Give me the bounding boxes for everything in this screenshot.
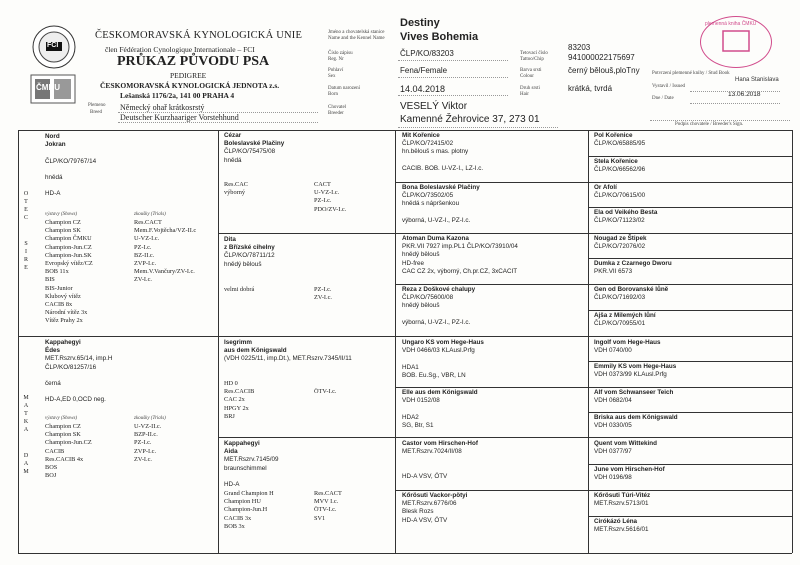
sex-label: Pohlaví Sex — [328, 68, 344, 79]
dog-breeder: VESELÝ Viktor — [400, 101, 468, 112]
sire-name-2: Jokran — [45, 141, 66, 149]
gen4-sire-6: Dumka z Czarnego Dworu PKR.VII 6573 — [594, 260, 672, 276]
dam-reg-1: MET.Rszrv.65/14, imp.H — [45, 355, 113, 363]
tattoo-label: Tetovací číslo Tattoo/Chip — [520, 51, 548, 62]
sire-hd: HD-A — [45, 190, 61, 198]
sire-dam-trials: PZ-I.c. ZV-I.c. — [314, 286, 332, 302]
gen3-sire-4: Reza z Doškové chalupy ČLP/KO/75600/08 hnědý bělouš výborná, U-VZ-I., PZ-I.c. — [402, 286, 476, 326]
breed-de: Deutscher Kurzhaariger Vorstehhund — [120, 113, 239, 122]
dog-name-line1: Destiny — [400, 17, 440, 29]
gen4-sire-2: Stela Kořenice ČLP/KO/66562/96 — [594, 158, 646, 174]
gen3-sire-1: Mit Kořenice ČLP/KO/72415/02 hn.bělouš s mas. plotny CACIB. BOB. U-VZ-I., LZ-I.c. — [402, 132, 484, 172]
colour-label: Barva srsti Colour — [520, 68, 542, 79]
org-name: ČESKOMORAVSKÁ KYNOLOGICKÁ UNIE — [95, 30, 303, 41]
name-label: Jméno a chovatelská stanice Name and the Kennel Name — [328, 30, 385, 41]
sire-cell — [45, 133, 96, 199]
born-label: Datum narození Born — [328, 86, 361, 97]
gen4-sire-7: Gen od Borovanské lůně ČLP/KO/71692/03 — [594, 286, 669, 302]
sire-reg: ČLP/KO/79767/14 — [45, 157, 97, 165]
issued-date: 13.06.2018 — [728, 91, 761, 98]
gen4-dam-7: Kőrösuti Túri-Vitéz MET.Rszrv.5713/01 — [594, 492, 651, 508]
sire-trials: Res.CACT Mem.F.Vojtěcha/VZ-II.c U-VZ-I.c. PZ-I.c. BZ-II.c. ZVP-I.c. Mem.V.Vančury/ZV-I.c. ZV-I.c. — [134, 219, 197, 284]
issued-by: Hana Stanislava — [735, 77, 779, 83]
dam-dam-cell: Kappahegyi Aida MET.Rszrv.7145/09 braunschimmel HD-A — [224, 440, 279, 488]
cmku-logo-text: ČMKU — [36, 83, 60, 92]
gen3-dam-2: Elle aus dem Königswald VDH 0152/08 HDA2 SG, Btr, S1 — [402, 389, 478, 429]
org-fci-membership: člen Fédération Cynologique Internationale – FCI — [105, 45, 255, 54]
doc-title: PRŮKAZ PŮVODU PSA — [117, 54, 270, 69]
dog-hair: krátká, tvrdá — [568, 84, 613, 93]
gen3-dam-1: Ungaro KS vom Hege-Haus VDH 0466/03 KLAusl.Prfg HDA1 BOB. Eu.Sg., VBR, LN — [402, 339, 484, 379]
dam-trials: U-VZ-II.c. BZP-II.c. PZ-I.c. ZVP-I.c. ZV-I.c. — [134, 423, 162, 463]
fci-logo — [31, 24, 77, 70]
dam-reg-2: ČLP/KO/81257/16 — [45, 363, 97, 371]
gen3-sire-2: Bona Boleslavské Plačiny ČLP/KO/73502/05 hnědá s nápršenkou výborná, U-VZ-I., PZ-I.c. — [402, 184, 480, 224]
dog-born: 14.04.2018 — [400, 84, 446, 94]
gen4-dam-6: June vom Hirschen-Hof VDH 0196/98 — [594, 466, 665, 482]
sire-colour: hnědá — [45, 173, 63, 181]
breed-cz: Německý ohař krátkosrstý — [120, 103, 205, 112]
stamp-text: plemenná kniha ČMKU — [705, 21, 757, 27]
side-label-matka: M A T K A — [23, 395, 29, 433]
studbook-stamp — [700, 16, 772, 68]
cmku-logo — [30, 74, 76, 104]
dam-name-2: Édes — [45, 347, 61, 355]
sire-sire-trials: CACT U-VZ-I.c. PZ-I.c. PDO/ZV-I.c. — [314, 181, 347, 213]
sire-sire-shows: Res.CAC výborný — [224, 181, 248, 197]
doc-subtitle: PEDIGREE — [170, 71, 207, 80]
gen4-dam-8: Cirókázó Léna MET.Rszrv.5616/01 — [594, 518, 649, 534]
dog-breeder-address: Kamenné Žehrovice 37, 273 01 — [400, 114, 540, 125]
date-label: Dne / Date — [652, 96, 674, 101]
sire-titles: Champion CZ Champion SK Champion ČMKU Champion-Jun.CZ Champion-Jun.SK Evropský vítěz/CZ BOB 11x BIS BIS-Junior Klubový vítěz CACIB 8x Národní vítěz 3x Vítěz Prahy 2x — [45, 219, 93, 325]
sire-trials-label: zkoušky (Trials) — [134, 212, 166, 217]
side-label-otec: O T E C — [23, 191, 29, 221]
gen4-dam-2: Emmily KS vom Hege-Haus VDH 0373/99 KLAusl.Prfg — [594, 363, 677, 379]
dam-titles: Champion CZ Champion SK Champion-Jun.CZ CACIB Res.CACIB 4x BOS BOJ — [45, 423, 92, 480]
dam-hd: HD-A,ED 0,OCD neg. — [45, 396, 106, 404]
sire-shows-label: výstavy (Shows) — [45, 212, 78, 217]
gen4-dam-1: Ingolf vom Hege-Haus VDH 0740/00 — [594, 339, 661, 355]
breed-label-cz: Plemeno — [88, 103, 106, 108]
dam-sire-shows: HD 0 Res.CACIB CAC 2x HPGY 2x BRJ — [224, 380, 255, 420]
sire-dam-cell: Dita z Břízské cihelny ČLP/KO/78711/12 hnědý bělouš — [224, 236, 275, 268]
dog-tattoo: 83203 — [568, 43, 591, 52]
dam-cell — [45, 339, 112, 405]
dam-colour: černá — [45, 379, 61, 387]
dog-sex: Fena/Female — [400, 66, 448, 75]
breeder-label: Chovatel Breeder — [328, 105, 347, 116]
dam-sire-cell: Isegrimm aus dem Königswald (VDH 0225/11, imp.Dt.), MET.Rszrv.7345/II/11 — [224, 339, 352, 363]
dam-sire-trials: ÖTV-I.c. — [314, 388, 337, 395]
reg-label: Číslo zápisu Reg. Nr — [328, 51, 353, 62]
gen4-dam-5: Quent vom Wittekind VDH 0377/97 — [594, 440, 657, 456]
dam-dam-trials: Res.CACT MVV I.c. ÖTV-I.c. SV1 — [314, 490, 342, 522]
association-address: Lešanská 1176/2a, 141 00 PRAHA 4 — [120, 91, 235, 100]
gen4-sire-1: Pol Kořenice ČLP/KO/65885/95 — [594, 132, 646, 148]
gen4-sire-5: Nougad ze Štipek ČLP/KO/72076/02 — [594, 235, 647, 251]
gen4-sire-4: Ela od Veikého Besta ČLP/KO/71123/02 — [594, 209, 658, 225]
side-label-dam: D A M — [23, 453, 29, 475]
gen4-sire-3: Or Afolí ČLP/KO/70615/00 — [594, 184, 646, 200]
gen4-sire-8: Ajša z Milemých lůní ČLP/KO/70955/01 — [594, 312, 656, 328]
breed-label-en: Breed — [90, 110, 102, 115]
dam-dam-shows: Grand Champion H Champion HU Champion-Jun.H CACIB 3x BOB 3x — [224, 490, 274, 530]
dam-trials-label: zkoušky (Trials) — [134, 416, 166, 421]
gen3-dam-4: Kőrösuti Vackor-pötyi MET.Rszrv.6776/06 Blesk Rozs HD-A VSV, ÖTV — [402, 492, 468, 524]
gen4-dam-4: Briska aus dem Königswald VDH 0330/05 — [594, 414, 678, 430]
dam-name-1: Kappahegyi — [45, 339, 81, 346]
sire-name-1: Nord — [45, 133, 60, 140]
issued-label: Vystavil / Issued — [652, 84, 686, 89]
fci-logo-text: FCI — [47, 42, 59, 49]
gen3-dam-3: Castor vom Hirschen-Hof MET.Rszrv.7024/II/08 HD-A VSV, ÖTV — [402, 440, 478, 480]
dog-reg-number: ČLP/KO/83203 — [400, 49, 454, 58]
breeder-signature-label: Podpis chovatele / Breeder's Sign. — [675, 122, 744, 127]
sire-sire-cell: Cézar Boleslavské Plačiny ČLP/KO/75475/08 hnědá — [224, 132, 285, 164]
gen3-sire-3: Atoman Duma Kazona PKR.VII 7927 imp.PL1 ČLP/KO/73910/04 hnědý bělouš HD-free CAC CZ 2x, výborný, Ch.pr.CZ, 3xCACIT — [402, 235, 518, 275]
dog-chip: 941000022175697 — [568, 53, 635, 62]
hair-label: Druh srsti Hair — [520, 86, 540, 97]
dog-name-line2: Vives Bohemia — [400, 31, 479, 43]
association-name: ČESKOMORAVSKÁ KYNOLOGICKÁ JEDNOTA z.s. — [100, 81, 280, 90]
sire-dam-shows: velmi dobrá — [224, 286, 255, 293]
dam-shows-label: výstavy (Shows) — [45, 416, 78, 421]
studbook-label: Potvrzení plemenné knihy / Stud Book — [652, 71, 730, 76]
gen4-dam-3: Alf vom Schwanseer Teich VDH 0682/04 — [594, 389, 674, 405]
dog-colour: černý bělouš,ploTny — [568, 66, 640, 75]
side-label-sire: S I R E — [23, 241, 28, 271]
